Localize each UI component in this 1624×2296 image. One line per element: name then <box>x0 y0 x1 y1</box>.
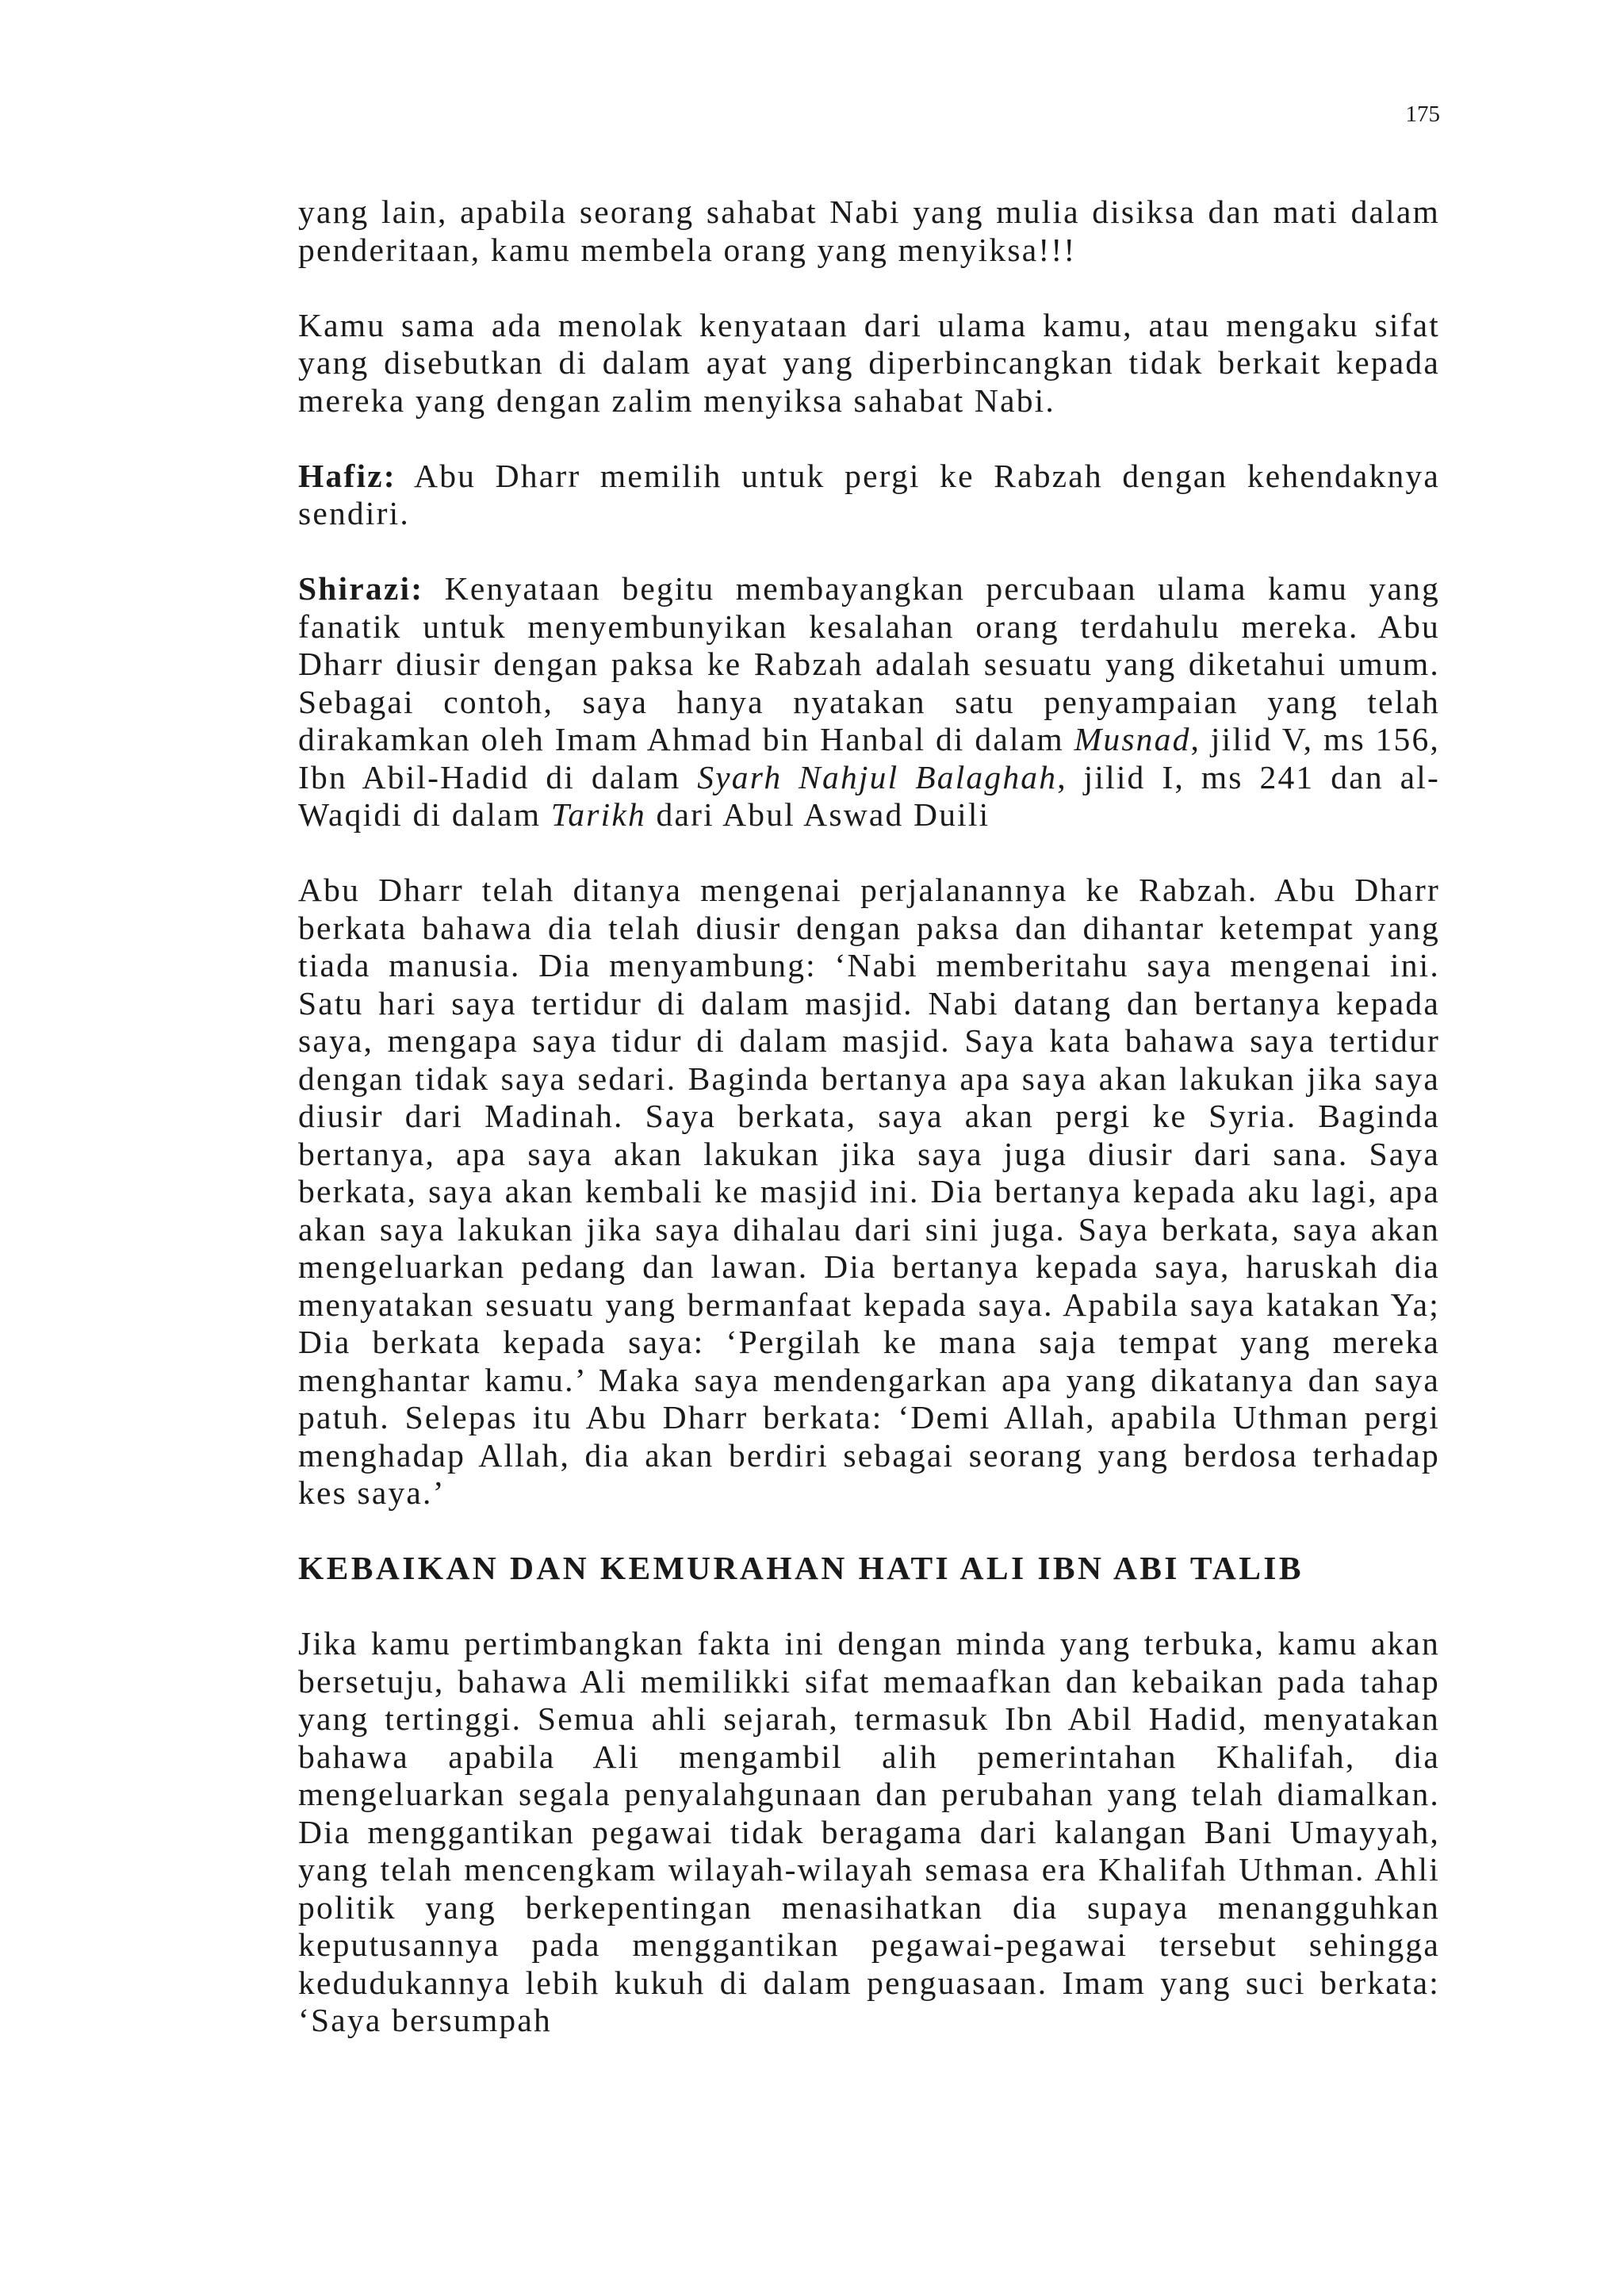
book-title-musnad: Musnad <box>1074 721 1191 757</box>
speaker-hafiz: Hafiz: <box>298 457 396 494</box>
page-body <box>298 194 1440 2040</box>
speaker-shirazi: Shirazi: <box>298 570 424 607</box>
shirazi-text-3: , jilid I, ms 241 dan al-Waqidi di dalam <box>298 758 1441 833</box>
shirazi-text-2: , jilid V, ms 156, Ibn Abil-Hadid di dalam <box>298 721 1440 795</box>
shirazi-text-4: dari Abul Aswad Duili <box>645 796 990 833</box>
page-number: 175 <box>1405 102 1440 127</box>
paragraph-ali: Jika kamu pertimbangkan fakta ini dengan minda yang terbuka, kamu akan bersetuju, bahawa Ali memilikki sifat memaafkan dan kebaikan pada tahap yang tertinggi. Semua ahli sejarah, termasuk Ibn Abil Hadid, menyatakan bahawa apabila Ali mengambil alih pemerintahan Khalifah, dia mengeluarkan segala penyalahgunaan dan perubahan yang telah diamalkan. Dia menggantikan pegawai tidak beragama dari kalangan Bani Umayyah, yang telah mencengkam wilayah-wilayah semasa era Khalifah Uthman. Ahli politik yang berkepentingan menasihatkan dia supaya menangguhkan keputusannya pada menggantikan pegawai-pegawai tersebut sehingga kedudukannya lebih kukuh di dalam penguasaan. Imam yang suci berkata: ‘Saya bersumpah <box>298 1625 1440 2038</box>
paragraph-shirazi <box>298 570 1440 834</box>
paragraph-hafiz <box>298 458 1440 533</box>
hafiz-text: Abu Dharr memilih untuk pergi ke Rabzah dengan kehendaknya sendiri. <box>298 457 1440 531</box>
paragraph-2: Kamu sama ada menolak kenyataan dari ulama kamu, atau mengaku sifat yang disebutkan di dalam ayat yang diperbincangkan tidak berkait kepada mereka yang dengan zalim menyiksa sahabat Nabi. <box>298 306 1440 419</box>
section-heading: KEBAIKAN DAN KEMURAHAN HATI ALI IBN ABI TALIB <box>298 1550 1304 1586</box>
shirazi-text-1: Kenyataan begitu membayangkan percubaan ulama kamu yang fanatik untuk menyembunyikan kesalahan orang terdahulu mereka. Abu Dharr diusir dengan paksa ke Rabzah adalah sesuatu yang diketahui umum. Sebagai contoh, saya hanya nyatakan satu penyampaian yang telah dirakamkan oleh Imam Ahmad bin Hanbal di dalam <box>298 570 1440 757</box>
paragraph-1: yang lain, apabila seorang sahabat Nabi yang mulia disiksa dan mati dalam penderitaan, kamu membela orang yang menyiksa!!! <box>298 194 1440 268</box>
book-title-tarikh: Tarikh <box>550 796 646 833</box>
book-title-syarh: Syarh Nahjul Balaghah <box>697 758 1058 795</box>
paragraph-abu-dharr: Abu Dharr telah ditanya mengenai perjalanannya ke Rabzah. Abu Dharr berkata bahawa dia telah diusir dengan paksa dan dihantar ketempat yang tiada manusia. Dia menyambung: ‘Nabi memberitahu saya mengenai ini. Satu hari saya tertidur di dalam masjid. Nabi datang dan bertanya kepada saya, mengapa saya tidur di dalam masjid. Saya kata bahawa saya tertidur dengan tidak saya sedari. Baginda bertanya apa saya akan lakukan jika saya diusir dari Madinah. Saya berkata, saya akan pergi ke Syria. Baginda bertanya, apa saya akan lakukan jika saya juga diusir dari sana. Saya berkata, saya akan kembali ke masjid ini. Dia bertanya kepada aku lagi, apa akan saya lakukan jika saya dihalau dari sini juga. Saya berkata, saya akan mengeluarkan pedang dan lawan. Dia bertanya kepada saya, haruskah dia menyatakan sesuatu yang bermanfaat kepada saya. Apabila saya katakan Ya; Dia berkata kepada saya: ‘Pergilah ke mana saja tempat yang mereka menghantar kamu.’ Maka saya mendengarkan apa yang dikatanya dan saya patuh. Selepas itu Abu Dharr berkata: ‘Demi Allah, apabila Uthman pergi menghadap Allah, dia akan berdiri sebagai seorang yang berdosa terhadap kes saya.’ <box>298 872 1440 1511</box>
